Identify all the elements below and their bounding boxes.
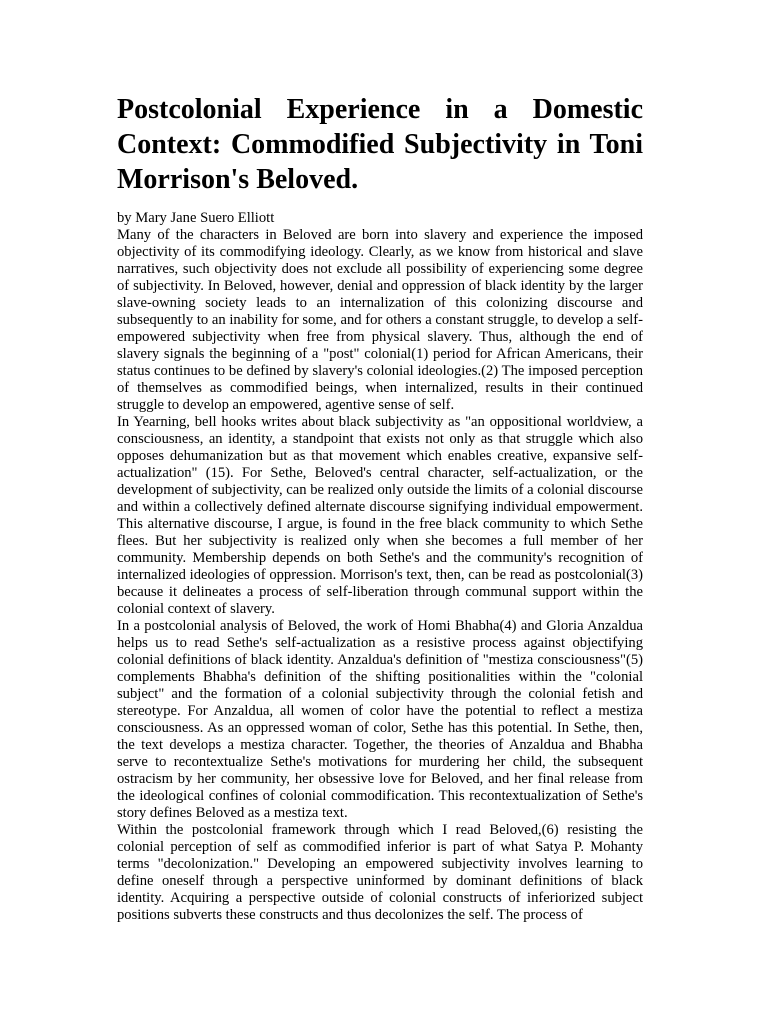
document-title: Postcolonial Experience in a Domestic Context: Commodified Subjectivity in Toni Morrison's Beloved. — [117, 94, 643, 195]
paragraph-1: Many of the characters in Beloved are born into slavery and experience the imposed objectivity of its commodifying ideology. Clearly, as we know from historical and slave narratives, such objectivity does not exclude all possibility of experiencing some degree of subjectivity. In Beloved, however, denial and oppression of black identity by the larger slave-owning society leads to an internalization of this colonizing discourse and subsequently to an inability for some, and for others a constant struggle, to develop a self-empowered subjectivity when free from physical slavery. Thus, although the end of slavery signals the beginning of a "post" colonial(1) period for African Americans, their status continues to be defined by slavery's colonial ideologies.(2) The imposed perception of themselves as commodified beings, when internalized, results in their continued struggle to develop an empowered, agentive sense of self. — [117, 227, 643, 413]
paragraph-2: In Yearning, bell hooks writes about black subjectivity as "an oppositional worldview, a consciousness, an identity, a standpoint that exists not only as that struggle which also opposes dehumanization but as that movement which enables creative, expansive self-actualization" (15). For Sethe, Beloved's central character, self-actualization, or the development of subjectivity, can be realized only outside the limits of a colonial discourse and within a collectively defined alternate discourse signifying individual empowerment. This alternative discourse, I argue, is found in the free black community to which Sethe flees. But her subjectivity is realized only when she becomes a full member of her community. Membership depends on both Sethe's and the community's recognition of internalized ideologies of oppression. Morrison's text, then, can be read as postcolonial(3) because it delineates a process of self-liberation through communal support within the colonial context of slavery. — [117, 414, 643, 617]
paragraph-4: Within the postcolonial framework through which I read Beloved,(6) resisting the colonial perception of self as commodified inferior is part of what Satya P. Mohanty terms "decolonization." Developing an empowered subjectivity involves learning to define oneself through a perspective uninformed by dominant definitions of black identity. Acquiring a perspective outside of colonial constructs of inferiorized subject positions subverts these constructs and thus decolonizes the self. The process of — [117, 822, 643, 923]
paragraph-3: In a postcolonial analysis of Beloved, the work of Homi Bhabha(4) and Gloria Anzaldua helps us to read Sethe's self-actualization as a resistive process against objectifying colonial definitions of black identity. Anzaldua's definition of "mestiza consciousness"(5) complements Bhabha's definition of the shifting positionalities within the "colonial subject" and the formation of a colonial subjectivity through the colonial fetish and stereotype. For Anzaldua, all women of color have the potential to reflect a mestiza consciousness. As an oppressed woman of color, Sethe has this potential. In Sethe, then, the text develops a mestiza character. Together, the theories of Anzaldua and Bhabha serve to recontextualize Sethe's motivations for murdering her child, the subsequent ostracism by her community, her obsessive love for Beloved, and her final release from the ideological confines of colonial commodification. This recontextualization of Sethe's story defines Beloved as a mestiza text. — [117, 618, 643, 821]
author-byline: by Mary Jane Suero Elliott — [117, 210, 275, 226]
document-page — [117, 92, 643, 924]
